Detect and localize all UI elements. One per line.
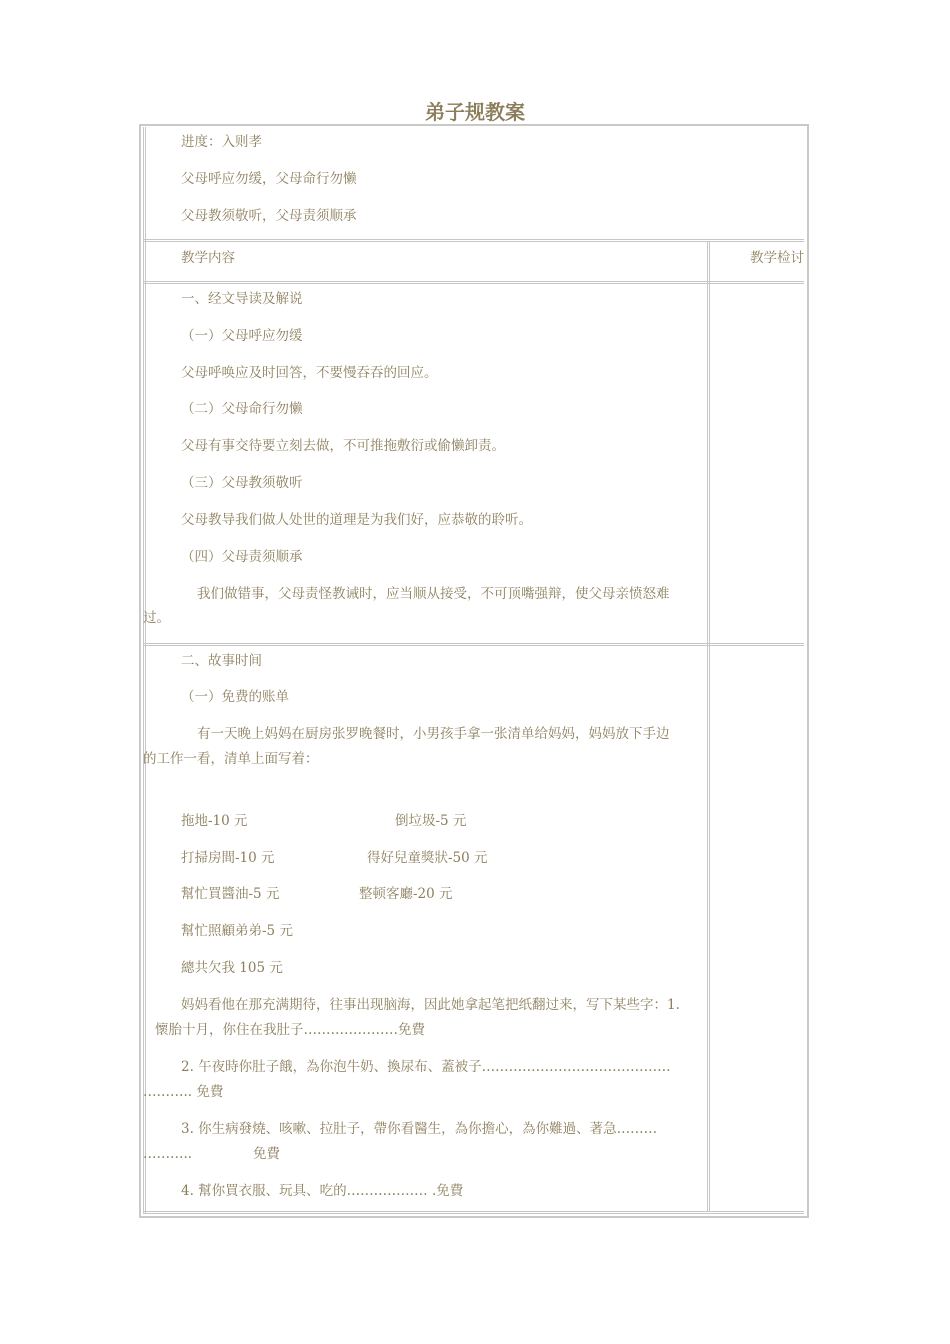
section1-sub-1: （一）父母呼应勿缓	[181, 328, 303, 344]
mother-item-2b: ……….. 免費	[143, 1084, 224, 1100]
column-header-content: 教学内容	[181, 250, 235, 266]
story-paragraph-1a: 有一天晚上妈妈在厨房张罗晚餐时，小男孩手拿一张清单给妈妈，妈妈放下手边	[197, 726, 670, 742]
bill-item: 得好兒童獎狀-50 元	[367, 850, 488, 866]
verse-line-2: 父母教须敬听，父母责须顺承	[181, 208, 357, 224]
column-divider	[707, 241, 710, 1211]
section1-text-2: 父母有事交待要立刻去做，不可推拖敷衍或偷懒卸责。	[181, 438, 505, 454]
story-paragraph-2b: 懷胎十月，你住在我肚子…………………免費	[155, 1022, 425, 1038]
section1-text-3: 父母教导我们做人处世的道理是为我们好，应恭敬的聆听。	[181, 512, 532, 528]
bill-item: 幫忙照顧弟弟-5 元	[181, 923, 293, 939]
bill-item: 拖地-10 元	[181, 813, 248, 829]
mother-item-3b: ………..	[143, 1146, 193, 1162]
row-divider-bottom	[143, 1211, 804, 1214]
mother-item-3a: 3. 你生病發燒、咳嗽、拉肚子，帶你看醫生，為你擔心，為你難過、著急………	[181, 1121, 658, 1137]
bill-total: 總共欠我 105 元	[181, 960, 283, 976]
row-divider-header	[143, 239, 804, 242]
mother-item-2a: 2. 午夜時你肚子餓，為你泡牛奶、換尿布、蓋被子……………………………………	[181, 1059, 671, 1075]
row-divider-columns	[143, 281, 804, 284]
section1-sub-2: （二）父母命行勿懒	[181, 401, 303, 417]
mother-item-3c: 免費	[253, 1146, 280, 1162]
section1-text-1: 父母呼唤应及时回答，不要慢吞吞的回应。	[181, 365, 438, 381]
bill-item: 打掃房間-10 元	[181, 850, 275, 866]
section1-sub-4: （四）父母责须顺承	[181, 549, 303, 565]
progress-line: 进度：入则孝	[181, 134, 262, 150]
section1-sub-3: （三）父母教须敬听	[181, 475, 303, 491]
row-divider-section2	[143, 643, 804, 646]
section2-sub: （一）免费的账单	[181, 689, 289, 705]
section2-heading: 二、故事时间	[181, 653, 262, 669]
story-paragraph-2a: 妈妈看他在那充满期待，往事出现脑海，因此她拿起笔把纸翻过来，写下某些字：1.	[181, 997, 680, 1013]
left-cell-border	[143, 127, 146, 1213]
verse-line-1: 父母呼应勿缓，父母命行勿懒	[181, 171, 357, 187]
story-paragraph-1b: 的工作一看，清单上面写着：	[143, 751, 319, 767]
page-title: 弟子规教案	[425, 100, 525, 124]
section1-text-4b: 过。	[143, 610, 170, 626]
column-header-review: 教学检讨	[750, 250, 804, 266]
bill-item: 整顿客廳-20 元	[359, 886, 453, 902]
bill-item: 倒垃圾-5 元	[395, 813, 467, 829]
section1-text-4a: 我们做错事，父母责怪教诫时，应当顺从接受，不可顶嘴强辩，使父母亲愤怒难	[197, 586, 670, 602]
mother-item-4: 4. 幫你買衣服、玩具、吃的……………… .免費	[181, 1183, 464, 1199]
section1-heading: 一、经文导读及解说	[181, 291, 303, 307]
bill-item: 幫忙買醬油-5 元	[181, 886, 280, 902]
